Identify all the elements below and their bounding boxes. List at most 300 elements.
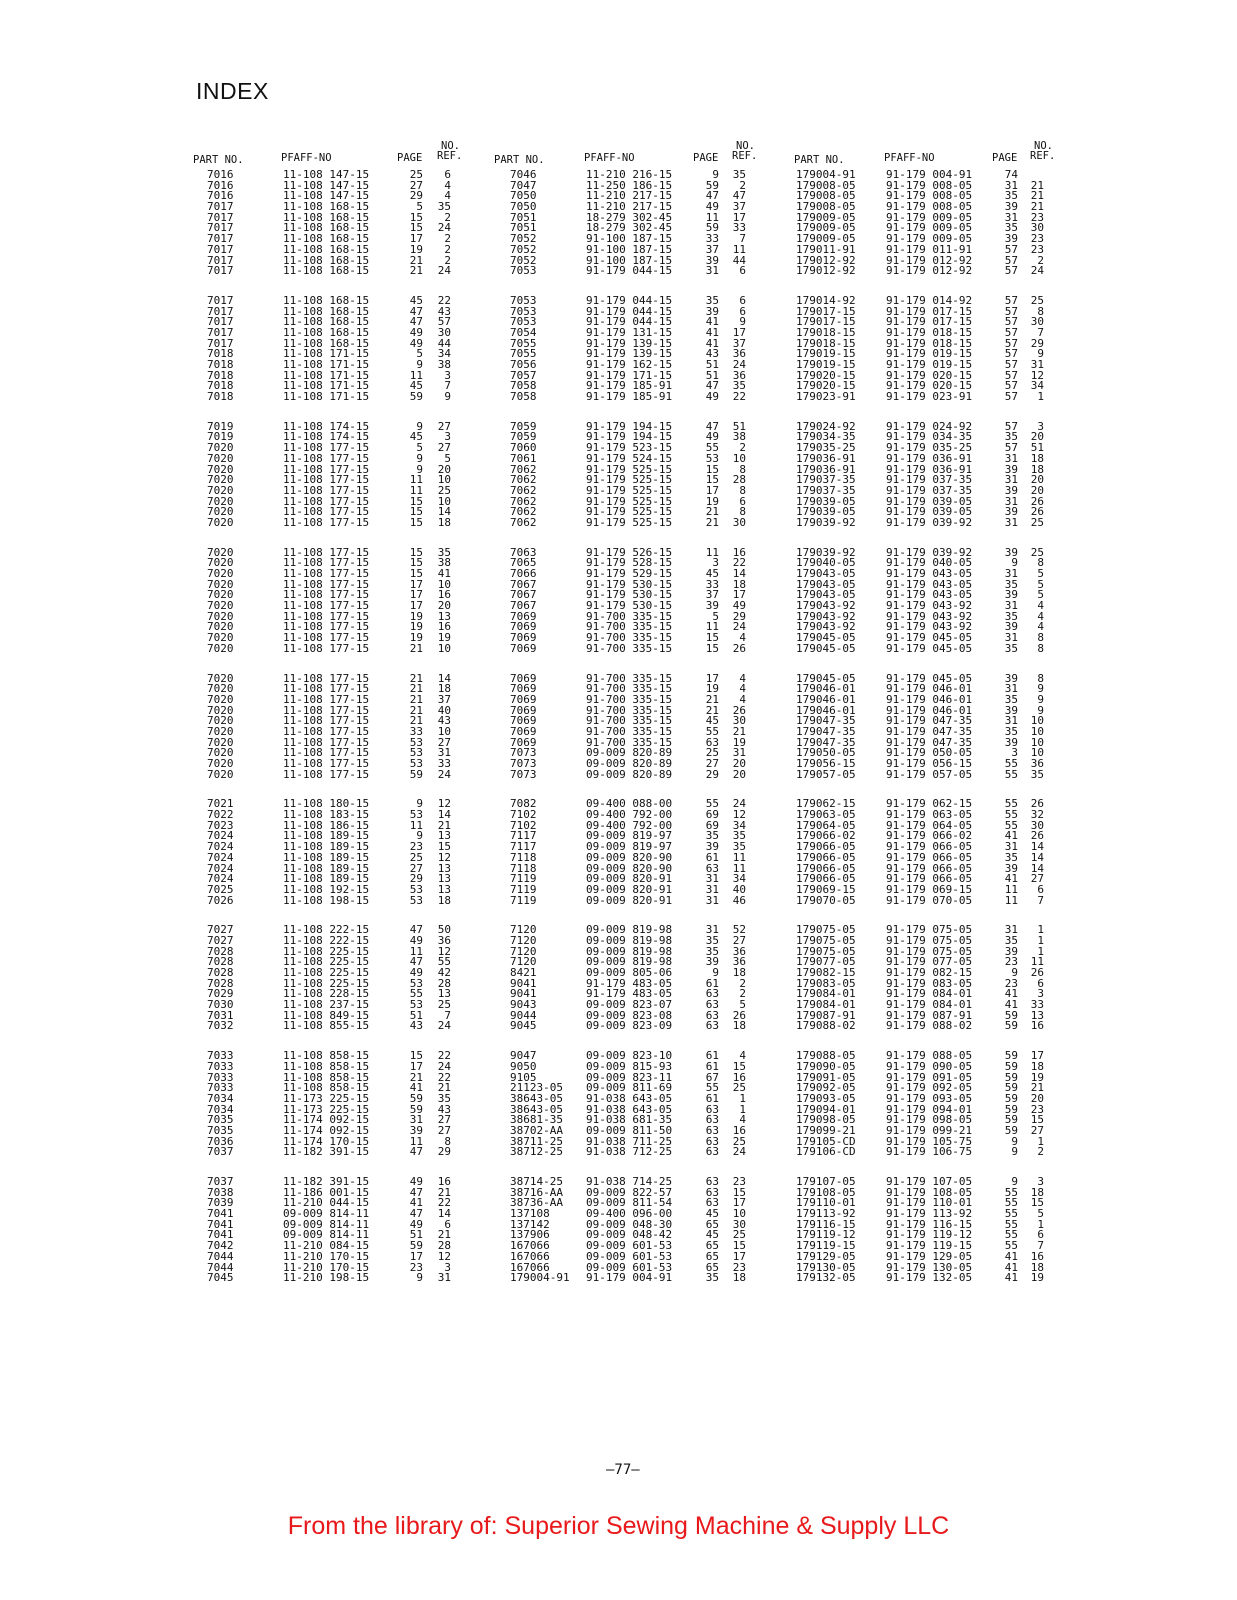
part-number: 179066-05 <box>796 840 856 854</box>
pfaff-number: 11-108 168-15 <box>283 293 370 307</box>
pfaff-number: 09-009 601-53 <box>586 1260 673 1274</box>
item-ref: 26 <box>1030 966 1044 979</box>
item-ref: 2 <box>739 976 746 990</box>
item-ref: 38 <box>437 358 451 371</box>
pfaff-number: 09-400 792-00 <box>586 818 673 832</box>
part-number: 7036 <box>207 1134 234 1148</box>
page-ref: 9 <box>416 829 423 843</box>
page-ref: 55 <box>1004 797 1018 811</box>
item-ref: 27 <box>437 441 451 455</box>
pfaff-number: 91-100 187-15 <box>586 253 673 267</box>
pfaff-number: 11-108 171-15 <box>283 358 370 371</box>
page-ref: 39 <box>1004 944 1018 958</box>
pfaff-number: 91-179 064-05 <box>886 818 973 832</box>
page-ref: 47 <box>409 315 423 329</box>
pfaff-number: 91-700 335-15 <box>586 714 673 728</box>
item-ref: 4 <box>739 682 746 696</box>
part-number: 179093-05 <box>796 1091 856 1105</box>
item-ref: 5 <box>1037 1207 1044 1221</box>
pfaff-number: 91-179 106-75 <box>886 1145 973 1159</box>
part-number: 7017 <box>207 304 234 318</box>
index-row <box>494 515 784 529</box>
page-ref: 47 <box>409 1145 423 1159</box>
page-ref: 49 <box>705 200 719 214</box>
page-ref: 63 <box>705 735 719 749</box>
page-ref: 55 <box>1004 1239 1018 1253</box>
item-ref: 26 <box>732 703 746 717</box>
item-ref: 30 <box>732 714 746 728</box>
part-number: 7018 <box>207 368 234 382</box>
part-number: 179056-15 <box>796 757 856 770</box>
part-number: 7033 <box>207 1070 234 1084</box>
item-ref: 22 <box>437 1049 451 1063</box>
part-number: 7069 <box>510 735 537 749</box>
item-ref: 18 <box>1030 1185 1044 1199</box>
page-ref: 41 <box>1004 1249 1018 1263</box>
page-ref: 41 <box>1004 998 1018 1012</box>
part-number: 7020 <box>207 620 234 634</box>
item-ref: 10 <box>732 1207 746 1221</box>
item-ref: 18 <box>1030 462 1044 476</box>
pfaff-number: 11-108 855-15 <box>283 1019 370 1033</box>
part-number: 179116-15 <box>796 1217 856 1231</box>
item-ref: 19 <box>437 631 451 645</box>
pfaff-number: 11-108 177-15 <box>283 724 370 738</box>
item-ref: 37 <box>732 200 746 214</box>
item-ref: 5 <box>1037 577 1044 591</box>
pfaff-number: 91-179 526-15 <box>586 545 673 559</box>
page-ref: 55 <box>1004 767 1018 781</box>
page-ref: 55 <box>1004 818 1018 832</box>
item-ref: 17 <box>732 588 746 602</box>
part-number: 7024 <box>207 861 234 875</box>
page-ref: 35 <box>705 933 719 947</box>
pfaff-number: 91-179 045-05 <box>886 671 973 685</box>
item-ref: 4 <box>739 671 746 685</box>
pfaff-number: 91-179 185-91 <box>586 390 673 404</box>
part-number: 167066 <box>510 1260 550 1274</box>
header-page: PAGE <box>693 152 719 164</box>
pfaff-number: 11-108 858-15 <box>283 1070 370 1084</box>
part-number: 179039-92 <box>796 545 856 559</box>
page-ref: 57 <box>1004 441 1018 455</box>
pfaff-number: 11-108 168-15 <box>283 304 370 318</box>
pfaff-number: 91-179 037-35 <box>886 473 973 487</box>
item-ref: 51 <box>732 419 746 433</box>
part-number: 179034-35 <box>796 430 856 444</box>
page-ref: 31 <box>1004 840 1018 854</box>
part-number: 179077-05 <box>796 955 856 969</box>
part-number: 7017 <box>207 221 234 235</box>
pfaff-number: 11-108 177-15 <box>283 599 370 613</box>
item-ref: 31 <box>1030 358 1044 371</box>
part-number: 9041 <box>510 976 537 990</box>
page-ref: 47 <box>705 189 719 203</box>
page-ref: 3 <box>1011 746 1018 760</box>
part-number: 38716-AA <box>510 1185 563 1199</box>
pfaff-number: 11-108 177-15 <box>283 505 370 519</box>
page-ref: 39 <box>1004 483 1018 497</box>
part-number: 179047-35 <box>796 714 856 728</box>
page-ref: 53 <box>409 976 423 990</box>
part-number: 179012-92 <box>796 264 856 278</box>
pfaff-number: 11-108 858-15 <box>283 1059 370 1073</box>
part-number: 179064-05 <box>796 818 856 832</box>
part-number: 7063 <box>510 545 537 559</box>
pfaff-number: 91-179 047-35 <box>886 724 973 738</box>
pfaff-number: 91-179 084-01 <box>886 987 973 1001</box>
item-ref: 21 <box>1030 189 1044 203</box>
page-ref: 31 <box>1004 210 1018 224</box>
part-number: 7037 <box>207 1145 234 1159</box>
part-number: 179011-91 <box>796 242 856 256</box>
page-ref: 19 <box>409 631 423 645</box>
pfaff-number: 09-009 814-11 <box>283 1228 370 1242</box>
index-column-2 <box>494 0 784 1600</box>
page-ref: 5 <box>416 347 423 361</box>
item-ref: 36 <box>437 933 451 947</box>
item-ref: 18 <box>732 577 746 591</box>
item-ref: 25 <box>437 483 451 497</box>
page-ref: 41 <box>409 1081 423 1095</box>
header-pfaff-no: PFAFF-NO <box>884 152 935 164</box>
pfaff-number: 91-179 092-05 <box>886 1081 973 1095</box>
part-number: 179017-15 <box>796 304 856 318</box>
item-ref: 10 <box>437 473 451 487</box>
pfaff-number: 91-179 107-05 <box>886 1175 973 1188</box>
pfaff-number: 91-179 063-05 <box>886 808 973 822</box>
item-ref: 25 <box>1030 515 1044 529</box>
part-number: 179066-05 <box>796 850 856 864</box>
page-ref: 45 <box>409 293 423 307</box>
pfaff-number: 11-108 177-15 <box>283 451 370 465</box>
part-number: 179039-05 <box>796 494 856 508</box>
item-ref: 28 <box>437 1239 451 1253</box>
item-ref: 15 <box>1030 1113 1044 1127</box>
pfaff-number: 09-009 814-11 <box>283 1217 370 1231</box>
page-ref: 15 <box>409 545 423 559</box>
page-ref: 31 <box>1004 631 1018 645</box>
item-ref: 14 <box>1030 861 1044 875</box>
header-part-no: PART NO. <box>193 154 244 166</box>
item-ref: 8 <box>739 505 746 519</box>
index-row <box>494 1147 784 1158</box>
pfaff-number: 91-179 004-91 <box>586 1271 673 1285</box>
item-ref: 7 <box>444 379 451 393</box>
page-ref: 3 <box>712 556 719 570</box>
item-ref: 23 <box>1030 232 1044 246</box>
page-ref: 9 <box>416 451 423 465</box>
item-ref: 6 <box>1037 882 1044 896</box>
item-ref: 10 <box>732 451 746 465</box>
part-number: 7069 <box>510 714 537 728</box>
item-ref: 7 <box>1037 325 1044 339</box>
part-number: 179020-15 <box>796 379 856 393</box>
page-ref: 45 <box>705 1207 719 1221</box>
item-ref: 13 <box>437 609 451 623</box>
part-number: 179090-05 <box>796 1059 856 1073</box>
pfaff-number: 91-179 066-02 <box>886 829 973 843</box>
header-pfaff-no: PFAFF-NO <box>281 152 332 164</box>
part-number: 7102 <box>510 808 537 822</box>
part-number: 179040-05 <box>796 556 856 570</box>
page-ref: 35 <box>1004 724 1018 738</box>
page-ref: 39 <box>1004 200 1018 214</box>
part-number: 179046-01 <box>796 682 856 696</box>
page-ref: 59 <box>1004 1091 1018 1105</box>
page-ref: 5 <box>416 200 423 214</box>
pfaff-number: 11-108 168-15 <box>283 264 370 278</box>
part-number: 7119 <box>510 893 537 907</box>
part-number: 7062 <box>510 505 537 519</box>
item-ref: 32 <box>1030 808 1044 822</box>
page-ref: 53 <box>409 746 423 760</box>
page-ref: 39 <box>705 955 719 969</box>
page-ref: 41 <box>1004 987 1018 1001</box>
page-ref: 21 <box>409 671 423 685</box>
page-ref: 23 <box>409 1260 423 1274</box>
item-ref: 8 <box>1037 671 1044 685</box>
part-number: 7033 <box>207 1081 234 1095</box>
page-ref: 59 <box>1004 1070 1018 1084</box>
pfaff-number: 11-108 168-15 <box>283 221 370 235</box>
page-ref: 65 <box>705 1249 719 1263</box>
pfaff-number: 11-108 177-15 <box>283 515 370 529</box>
page-ref: 47 <box>705 379 719 393</box>
part-number: 7069 <box>510 692 537 706</box>
part-number: 179037-35 <box>796 473 856 487</box>
page-ref: 9 <box>416 462 423 476</box>
pfaff-number: 91-179 525-15 <box>586 473 673 487</box>
part-number: 7020 <box>207 746 234 760</box>
item-ref: 30 <box>437 325 451 339</box>
page-ref: 61 <box>705 1049 719 1063</box>
item-ref: 47 <box>732 189 746 203</box>
page-ref: 21 <box>409 692 423 706</box>
page-ref: 61 <box>705 1091 719 1105</box>
index-row <box>494 1021 784 1032</box>
part-number: 7051 <box>510 221 537 235</box>
part-number: 7020 <box>207 494 234 508</box>
page-ref: 57 <box>1004 325 1018 339</box>
pfaff-number: 11-108 171-15 <box>283 390 370 404</box>
part-number: 179036-91 <box>796 462 856 476</box>
pfaff-number: 91-700 335-15 <box>586 620 673 634</box>
part-number: 9043 <box>510 998 537 1012</box>
item-ref: 14 <box>1030 840 1044 854</box>
part-number: 179045-05 <box>796 631 856 645</box>
part-number: 7020 <box>207 714 234 728</box>
item-ref: 24 <box>437 264 451 278</box>
part-number: 179043-05 <box>796 588 856 602</box>
page-ref: 25 <box>705 746 719 760</box>
item-ref: 36 <box>732 944 746 958</box>
part-number: 179012-92 <box>796 253 856 267</box>
item-ref: 17 <box>732 1249 746 1263</box>
part-number: 7035 <box>207 1113 234 1127</box>
page-ref: 49 <box>409 933 423 947</box>
pfaff-number: 91-700 335-15 <box>586 703 673 717</box>
page-ref: 15 <box>705 462 719 476</box>
pfaff-number: 91-179 066-05 <box>886 872 973 886</box>
item-ref: 12 <box>437 797 451 811</box>
pfaff-number: 11-108 168-15 <box>283 200 370 214</box>
index-row <box>794 893 1084 907</box>
pfaff-number: 91-179 528-15 <box>586 556 673 570</box>
item-ref: 6 <box>739 293 746 307</box>
pfaff-number: 91-179 062-15 <box>886 797 973 811</box>
item-ref: 3 <box>1037 419 1044 433</box>
page-ref: 49 <box>409 1217 423 1231</box>
page-ref: 15 <box>409 221 423 235</box>
page-ref: 51 <box>705 368 719 382</box>
page-ref: 63 <box>705 1196 719 1210</box>
part-number: 7017 <box>207 232 234 246</box>
part-number: 7069 <box>510 703 537 717</box>
pfaff-number: 09-009 823-08 <box>586 1008 673 1022</box>
item-ref: 40 <box>732 882 746 896</box>
item-ref: 22 <box>437 1070 451 1084</box>
item-ref: 18 <box>732 966 746 979</box>
part-number: 7020 <box>207 588 234 602</box>
pfaff-number: 91-179 043-05 <box>886 588 973 602</box>
page-ref: 55 <box>1004 1217 1018 1231</box>
pfaff-number: 91-179 044-15 <box>586 293 673 307</box>
item-ref: 40 <box>437 703 451 717</box>
item-ref: 4 <box>1037 620 1044 634</box>
item-ref: 1 <box>739 1091 746 1105</box>
pfaff-number: 91-038 714-25 <box>586 1175 673 1188</box>
page-ref: 55 <box>705 724 719 738</box>
item-ref: 30 <box>1030 818 1044 832</box>
item-ref: 12 <box>1030 368 1044 382</box>
item-ref: 17 <box>732 1196 746 1210</box>
item-ref: 20 <box>1030 483 1044 497</box>
page-ref: 21 <box>705 515 719 529</box>
page-ref: 17 <box>705 483 719 497</box>
pfaff-number: 91-700 335-15 <box>586 641 673 655</box>
part-number: 7073 <box>510 767 537 781</box>
pfaff-number: 91-179 040-05 <box>886 556 973 570</box>
part-number: 7046 <box>510 168 537 181</box>
part-number: 7020 <box>207 735 234 749</box>
page-ref: 23 <box>1004 955 1018 969</box>
part-number: 7018 <box>207 358 234 371</box>
page-ref: 57 <box>1004 419 1018 433</box>
part-number: 179070-05 <box>796 893 856 907</box>
item-ref: 44 <box>732 253 746 267</box>
pfaff-number: 91-179 171-15 <box>586 368 673 382</box>
item-ref: 14 <box>437 505 451 519</box>
item-ref: 1 <box>1037 1217 1044 1231</box>
pfaff-number: 91-179 057-05 <box>886 767 973 781</box>
item-ref: 1 <box>1037 944 1044 958</box>
page-ref: 55 <box>705 441 719 455</box>
item-ref: 35 <box>732 829 746 843</box>
pfaff-number: 11-108 168-15 <box>283 242 370 256</box>
pfaff-number: 91-700 335-15 <box>586 724 673 738</box>
part-number: 7041 <box>207 1217 234 1231</box>
part-number: 7052 <box>510 232 537 246</box>
page-ref: 65 <box>705 1217 719 1231</box>
page-ref: 53 <box>409 735 423 749</box>
item-ref: 20 <box>1030 1091 1044 1105</box>
index-row <box>494 392 784 403</box>
page-ref: 23 <box>1004 976 1018 990</box>
page-ref: 74 <box>1004 168 1018 181</box>
part-number: 7020 <box>207 515 234 529</box>
part-number: 7038 <box>207 1185 234 1199</box>
page-ref: 11 <box>409 473 423 487</box>
index-rows <box>794 170 1084 1284</box>
item-ref: 7 <box>739 232 746 246</box>
index-row <box>193 392 483 403</box>
page-ref: 31 <box>705 893 719 907</box>
part-number: 179017-15 <box>796 315 856 329</box>
page-ref: 27 <box>705 757 719 770</box>
item-ref: 17 <box>1030 1049 1044 1063</box>
part-number: 179084-01 <box>796 998 856 1012</box>
item-ref: 4 <box>739 1049 746 1063</box>
item-ref: 15 <box>437 840 451 854</box>
page-ref: 47 <box>409 304 423 318</box>
item-ref: 4 <box>1037 609 1044 623</box>
part-number: 179008-05 <box>796 189 856 203</box>
item-ref: 25 <box>1030 545 1044 559</box>
part-number: 7024 <box>207 840 234 854</box>
part-number: 7120 <box>510 944 537 958</box>
part-number: 179043-05 <box>796 577 856 591</box>
item-ref: 13 <box>437 829 451 843</box>
part-number: 38736-AA <box>510 1196 563 1210</box>
part-number: 7033 <box>207 1059 234 1073</box>
part-number: 7017 <box>207 293 234 307</box>
page-ref: 41 <box>1004 829 1018 843</box>
pfaff-number: 09-009 819-98 <box>586 944 673 958</box>
item-ref: 13 <box>437 872 451 886</box>
pfaff-number: 09-009 048-42 <box>586 1228 673 1242</box>
item-ref: 18 <box>732 1271 746 1285</box>
pfaff-number: 91-179 077-05 <box>886 955 973 969</box>
page-ref: 45 <box>705 714 719 728</box>
pfaff-number: 09-009 601-53 <box>586 1239 673 1253</box>
part-number: 7053 <box>510 264 537 278</box>
part-number: 179066-02 <box>796 829 856 843</box>
item-ref: 13 <box>437 882 451 896</box>
page-ref: 53 <box>705 451 719 465</box>
header-no: NO. <box>1034 140 1053 152</box>
part-number: 7069 <box>510 609 537 623</box>
pfaff-number: 11-174 170-15 <box>283 1134 370 1148</box>
pfaff-number: 11-108 189-15 <box>283 872 370 886</box>
pfaff-number: 11-210 044-15 <box>283 1196 370 1210</box>
item-ref: 13 <box>437 987 451 1001</box>
header-ref: REF. <box>1030 150 1056 162</box>
part-number: 179083-05 <box>796 976 856 990</box>
item-ref: 34 <box>1030 379 1044 393</box>
item-ref: 21 <box>437 1081 451 1095</box>
item-ref: 5 <box>1037 588 1044 602</box>
item-ref: 36 <box>732 955 746 969</box>
part-number: 7020 <box>207 567 234 580</box>
pfaff-number: 11-108 180-15 <box>283 797 370 811</box>
item-ref: 37 <box>437 692 451 706</box>
page-ref: 57 <box>1004 242 1018 256</box>
item-ref: 12 <box>437 944 451 958</box>
pfaff-number: 91-179 020-15 <box>886 379 973 393</box>
page-ref: 63 <box>705 1185 719 1199</box>
item-ref: 34 <box>732 872 746 886</box>
